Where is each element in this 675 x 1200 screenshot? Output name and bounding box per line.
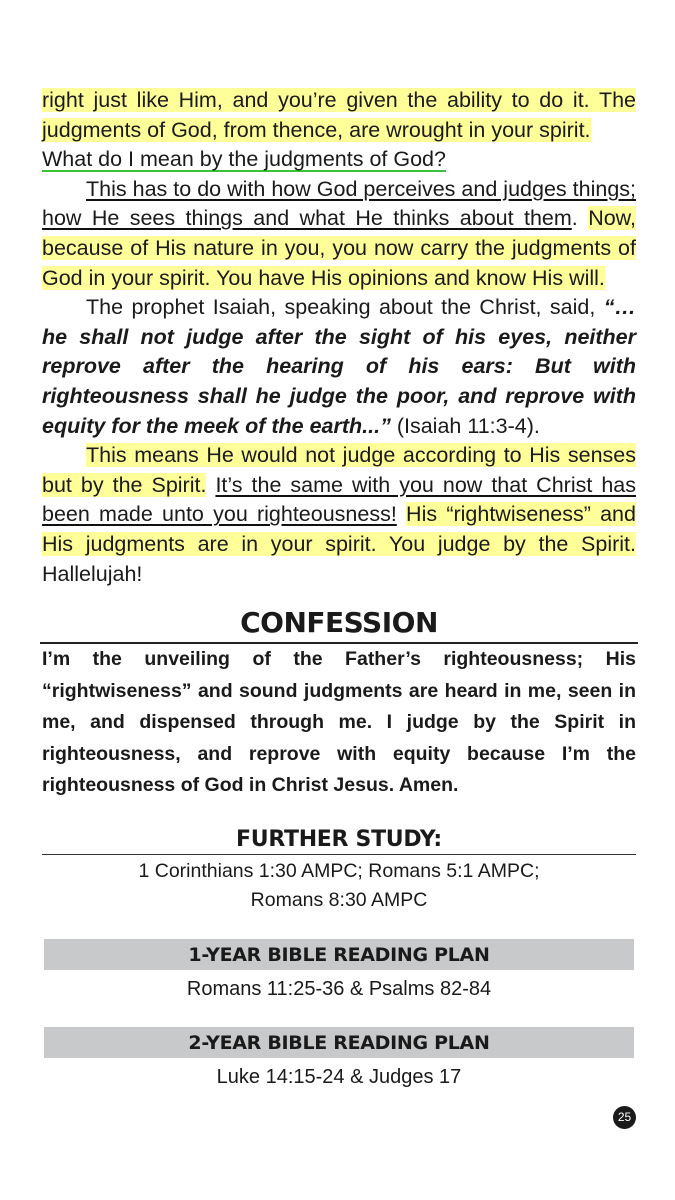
one-year-plan-title: 1-YEAR BIBLE READING PLAN: [44, 939, 634, 970]
paragraph-4: [42, 441, 636, 589]
paragraph-2: [42, 175, 636, 293]
highlighted-text: This means He would not judge according to His senses but by the Spirit.: [42, 443, 636, 497]
underlined-text: It’s the same with you now that Christ has been made unto you righteousness!: [42, 472, 636, 527]
further-study-references: [42, 857, 636, 915]
paragraph-3: [42, 293, 636, 441]
exclamation: Hallelujah!: [42, 561, 143, 586]
highlighted-text: Now, because of His nature in you, you now carry the judgments of God in your spirit. You have His opinions and know His will.: [42, 206, 636, 290]
green-underlined-question: What do I mean by the judgments of God?: [42, 147, 446, 172]
further-study-title: FURTHER STUDY:: [42, 826, 636, 855]
period: .: [571, 206, 578, 231]
quote-intro: The prophet Isaiah, speaking about the Christ, said,: [86, 295, 596, 320]
two-year-plan-title: 2-YEAR BIBLE READING PLAN: [44, 1027, 634, 1058]
scripture-quote: “…he shall not judge after the sight of his eyes, neither reprove after the hearing of his ears: But with righteousness shall he judge the poor, and reprove with equity for the meek of the earth...”: [42, 295, 636, 438]
highlighted-text: right just like Him, and you’re given the ability to do it. The judgments of God, from thence, are wrought in your spirit.: [42, 88, 636, 142]
highlighted-text: His “rightwiseness” and His judgments are in your spirit. You judge by the Spirit.: [42, 502, 636, 556]
confession-title: CONFESSION: [40, 605, 638, 644]
page-number: 25: [613, 1106, 636, 1129]
underlined-text: This has to do with how God perceives and judges things; how He sees things and what He thinks about them: [42, 176, 636, 231]
further-study-line-1: 1 Corinthians 1:30 AMPC; Romans 5:1 AMPC;: [138, 860, 540, 883]
paragraph-1: [42, 86, 636, 175]
one-year-plan-reading: Romans 11:25-36 & Psalms 82-84: [186, 978, 492, 1001]
two-year-plan-reading: Luke 14:15-24 & Judges 17: [216, 1066, 462, 1089]
confession-text: I’m the unveiling of the Father’s righteousness; His “rightwiseness” and sound judgments are heard in me, seen in me, and dispensed through me. I judge by the Spirit in righteousness, and reprove with equity because I’m the righteousness of God in Christ Jesus. Amen.: [42, 648, 636, 797]
scripture-reference: (Isaiah 11:3-4).: [396, 413, 540, 438]
devotional-page: [42, 86, 636, 1093]
further-study-line-2: Romans 8:30 AMPC: [250, 889, 428, 912]
